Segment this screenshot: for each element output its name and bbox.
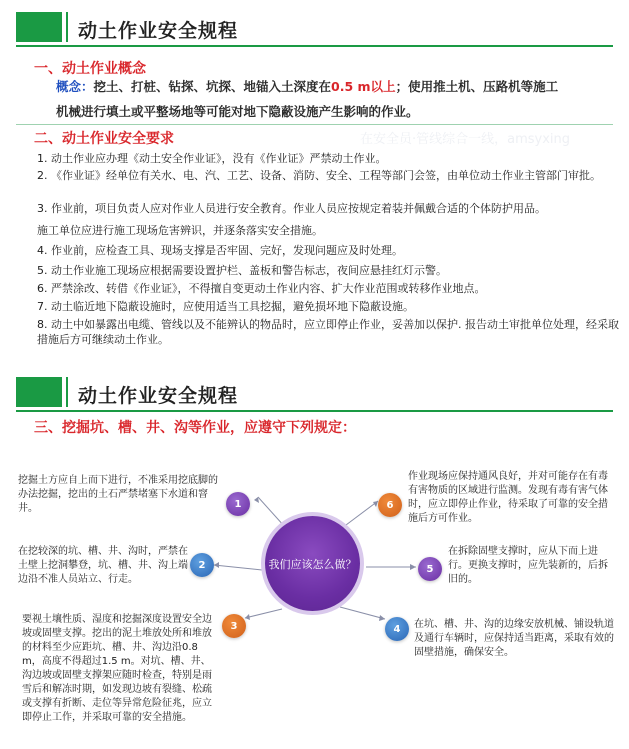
list-item-1: 1. 动土作业应办理《动土安全作业证》，没有《作业证》严禁动土作业。 [37, 152, 387, 165]
node-2-number: 2 [198, 559, 206, 571]
arrowhead-2 [214, 562, 219, 568]
node-3-number: 3 [230, 620, 238, 632]
section-heading-excavation: 三、挖掘坑、槽、井、沟等作业，应遵守下列规定： [34, 420, 356, 436]
concept-text-1: 挖土、打桩、钻探、坑探、地锚入土深度在 [93, 79, 332, 94]
page-title: 动土作业安全规程 [78, 20, 239, 42]
list-item-4: 4. 作业前，应检查工具、现场支撑是否牢固、完好，发现问题应及时处理。 [37, 244, 403, 257]
node-4 [385, 617, 409, 641]
node-3-text: 要视土壤性质、湿度和挖掘深度设置安全边坡或固壁支撑。挖出的泥土堆放处所和堆放的材料至少应距坑、槽、井、沟边沿0.8 m，高度不得超过1.5 m。对坑、槽、井、沟边坡或固壁支撑架应随时检查，特别是雨雪后和解冻时期，如发现边坡有裂缝、松疏或支撑有折断、走位等异常危险征兆，应立即停止工作，并采取可靠的安全措施。 [22, 614, 212, 723]
connector-1 [258, 497, 285, 527]
section-heading-concept: 一、动土作业概念 [34, 61, 146, 77]
connector-3 [245, 609, 282, 618]
node-5 [418, 557, 442, 581]
list-item-2: 2. 《作业证》经单位有关水、电、汽、工艺、设备、消防、安全、工程等部门会签，由单位动土作业主管部门审批。 [37, 169, 601, 182]
arrowhead-3 [245, 614, 250, 620]
concept-line-2: 机械进行填土或平整场地等可能对地下隐蔽设施产生影响的作业。 [56, 104, 419, 119]
list-item-8: 8. 动土中如暴露出电缆、管线以及不能辨认的物品时，应立即停止作业，妥善加以保护. 报告动土审批单位处理，经采取措施后方可继续动土作业。 [37, 318, 619, 346]
page-title-2: 动土作业安全规程 [78, 385, 239, 407]
concept-depth-value: 0.5 m以上 [331, 79, 396, 94]
node-5-text: 在拆除固壁支撑时，应从下而上进行。更换支撑时，应先装新的，后拆旧的。 [448, 546, 608, 585]
node-3 [222, 614, 246, 638]
list-item-7: 7. 动土临近地下隐蔽设施时，应使用适当工具挖掘，避免损坏地下隐蔽设施。 [37, 300, 414, 313]
node-2 [190, 553, 214, 577]
concept-label: 概念： [56, 79, 94, 94]
list-item-3: 3. 作业前，项目负责人应对作业人员进行安全教育。作业人员应按规定着装并佩戴合适的个体防护用品。 [37, 202, 546, 215]
section-heading-requirements: 二、动土作业安全要求 [34, 131, 174, 147]
connector-2 [214, 565, 262, 570]
watermark: 在安全员·管线综合一线，amsyxing [360, 132, 571, 147]
connector-6 [342, 501, 378, 528]
list-item-5: 5. 动土作业施工现场应根据需要设置护栏、盖板和警告标志，夜间应悬挂红灯示警。 [37, 264, 447, 277]
node-1 [226, 492, 250, 516]
arrowhead-5 [410, 564, 416, 570]
list-item-6: 6. 严禁涂改、转借《作业证》，不得擅自变更动土作业内容、扩大作业范围或转移作业地点。 [37, 282, 486, 295]
node-6-text: 作业现场应保持通风良好，并对可能存在有毒有害物质的区域进行监测。发现有毒有害气体时，应立即停止作业，待采取了可靠的安全措施后方可作业。 [408, 471, 608, 524]
concept-text-2: ；使用推土机、压路机等施工 [395, 79, 559, 94]
list-item-hazard: 施工单位应进行施工现场危害辨识，并逐条落实安全措施。 [37, 224, 323, 237]
connector-4 [340, 607, 385, 619]
node-4-text: 在坑、槽、井、沟的边缘安放机械、铺设轨道及通行车辆时，应保持适当距离，采取有效的固壁措施，确保安全。 [414, 619, 614, 658]
node-1-text: 挖掘土方应自上而下进行，不准采用挖底脚的办法挖掘，挖出的土石严禁堵塞下水道和窨井。 [18, 475, 218, 514]
center-question-text: 我们应该怎么做？ [268, 557, 357, 571]
center-question-circle [265, 516, 360, 611]
node-5-number: 5 [426, 563, 434, 575]
arrowhead-4 [379, 615, 385, 621]
node-4-number: 4 [393, 623, 401, 635]
node-6-number: 6 [386, 499, 394, 511]
node-6 [378, 493, 402, 517]
node-1-number: 1 [234, 498, 242, 510]
node-2-text: 在挖较深的坑、槽、井、沟时，严禁在土壁上挖洞攀登，坑、槽、井、沟上端边沿不准人员站立、行走。 [18, 546, 188, 585]
